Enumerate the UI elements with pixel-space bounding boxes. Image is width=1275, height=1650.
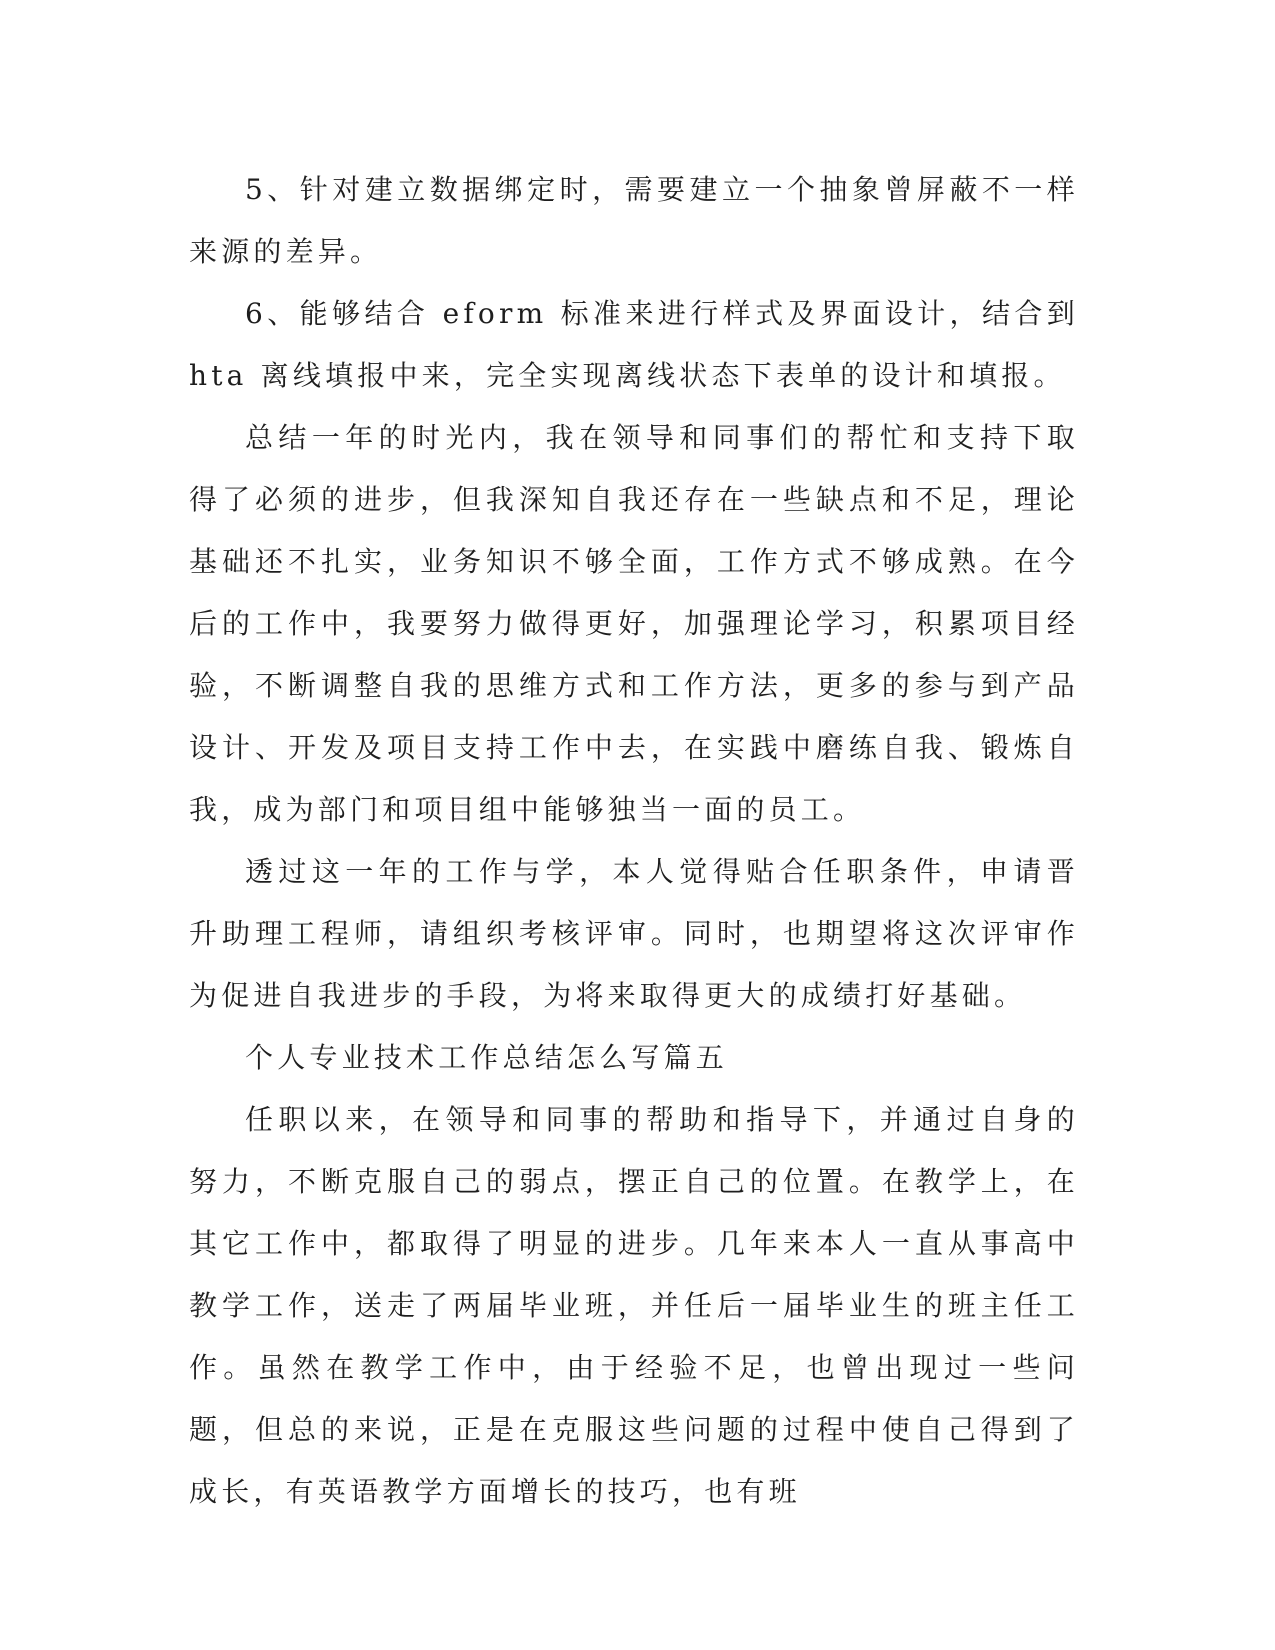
document-body (189, 159, 1079, 1523)
paragraph-item-5: 5、针对建立数据绑定时，需要建立一个抽象曾屏蔽不一样来源的差异。 (189, 173, 1079, 268)
paragraph-promotion-request: 透过这一年的工作与学，本人觉得贴合任职条件，申请晋升助理工程师，请组织考核评审。同时，也期望将这次评审作为促进自我进步的手段，为将来取得更大的成绩打好基础。 (189, 855, 1079, 1012)
paragraph-item-6: 6、能够结合 eform 标准来进行样式及界面设计，结合到 hta 离线填报中来，完全实现离线状态下表单的设计和填报。 (189, 297, 1079, 392)
paragraph-section-five: 任职以来，在领导和同事的帮助和指导下，并通过自身的努力，不断克服自己的弱点，摆正自己的位置。在教学上，在其它工作中，都取得了明显的进步。几年来本人一直从事高中教学工作，送走了两届毕业班，并任后一届毕业生的班主任工作。虽然在教学工作中，由于经验不足，也曾出现过一些问题，但总的来说，正是在克服这些问题的过程中使自己得到了成长，有英语教学方面增长的技巧，也有班 (189, 1103, 1079, 1508)
paragraph-summary: 总结一年的时光内，我在领导和同事们的帮忙和支持下取得了必须的进步，但我深知自我还存在一些缺点和不足，理论基础还不扎实，业务知识不够全面，工作方式不够成熟。在今后的工作中，我要努力做得更好，加强理论学习，积累项目经验，不断调整自我的思维方式和工作方法，更多的参与到产品设计、开发及项目支持工作中去，在实践中磨练自我、锻炼自我，成为部门和项目组中能够独当一面的员工。 (189, 421, 1079, 826)
section-heading: 个人专业技术工作总结怎么写篇五 (245, 1041, 729, 1074)
